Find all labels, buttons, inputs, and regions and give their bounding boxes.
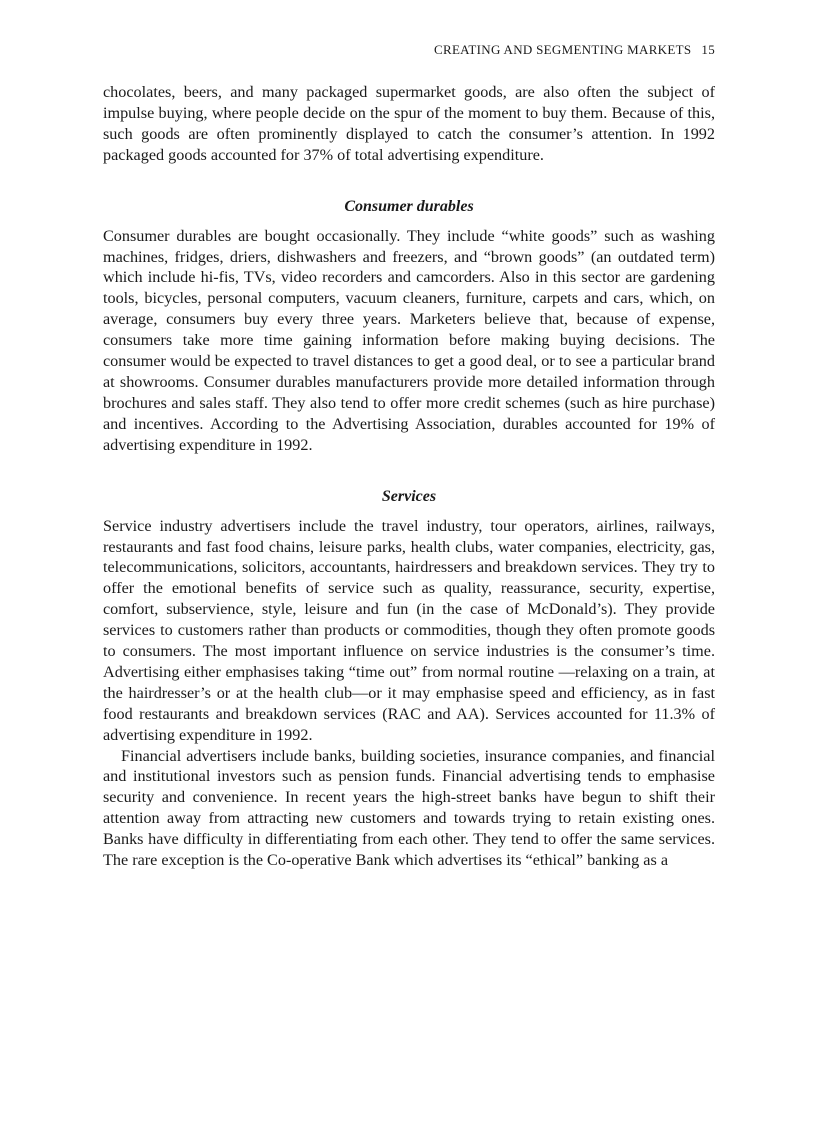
consumer-durables-paragraph: Consumer durables are bought occasionally. They include “white goods” such as washing machines, fridges, driers, dishwashers and freezers, and “brown goods” (an outdated term) which include hi-fis, TVs, video recorders and camcorders. Also in this sector are gardening tools, bicycles, personal computers, vacuum cleaners, furniture, carpets and cars, which, on average, consumers buy every three years. Marketers believe that, because of expense, consumers take more time gaining information before making buying decisions. The consumer would be expected to travel distances to get a good deal, or to see a particular brand at showrooms. Consumer durables manufacturers provide more detailed information through brochures and sales staff. They also tend to offer more credit schemes (such as hire purchase) and incentives. According to the Advertising Association, durables accounted for 19% of advertising expenditure in 1992. (103, 226, 715, 454)
services-paragraph: Service industry advertisers include the travel industry, tour operators, airlines, railways, restaurants and fast food chains, leisure parks, health clubs, water companies, electricity, gas, telecommunications, solicitors, accountants, hairdressers and breakdown services. They try to offer the emotional benefits of service such as quality, reassurance, security, expertise, comfort, subservience, style, leisure and fun (in the case of McDonald’s). They provide services to customers rather than products or commodities, though they often promote goods to consumers. The most important influence on service industries is the consumer’s time. Advertising either emphasises taking “time out” from normal routine —relaxing on a train, at the hairdresser’s or at the health club—or it may emphasise speed and efficiency, as in fast food restaurants and breakdown services (RAC and AA). Services accounted for 11.3% of advertising expenditure in 1992. (103, 516, 715, 744)
page-number: 15 (701, 42, 715, 57)
consumer-durables-heading: Consumer durables (344, 197, 474, 215)
body-text (103, 82, 715, 871)
running-head (434, 42, 715, 58)
intro-paragraph: chocolates, beers, and many packaged supermarket goods, are also often the subject of impulse buying, where people decide on the spur of the moment to buy them. Because of this, such goods are often prominently displayed to catch the consumer’s attention. In 1992 packaged goods accounted for 37% of total advertising expenditure. (103, 83, 715, 164)
financial-paragraph: Financial advertisers include banks, building societies, insurance companies, and financial and institutional investors such as pension funds. Financial advertising tends to emphasise security and convenience. In recent years the high-street banks have begun to shift their attention away from attracting new customers and towards trying to retain existing ones. Banks have difficulty in differentiating from each other. They tend to offer the same services. The rare exception is the Co-operative Bank which advertises its “ethical” banking as a (103, 746, 715, 870)
services-heading: Services (381, 487, 437, 505)
running-title: CREATING AND SEGMENTING MARKETS (434, 42, 692, 57)
